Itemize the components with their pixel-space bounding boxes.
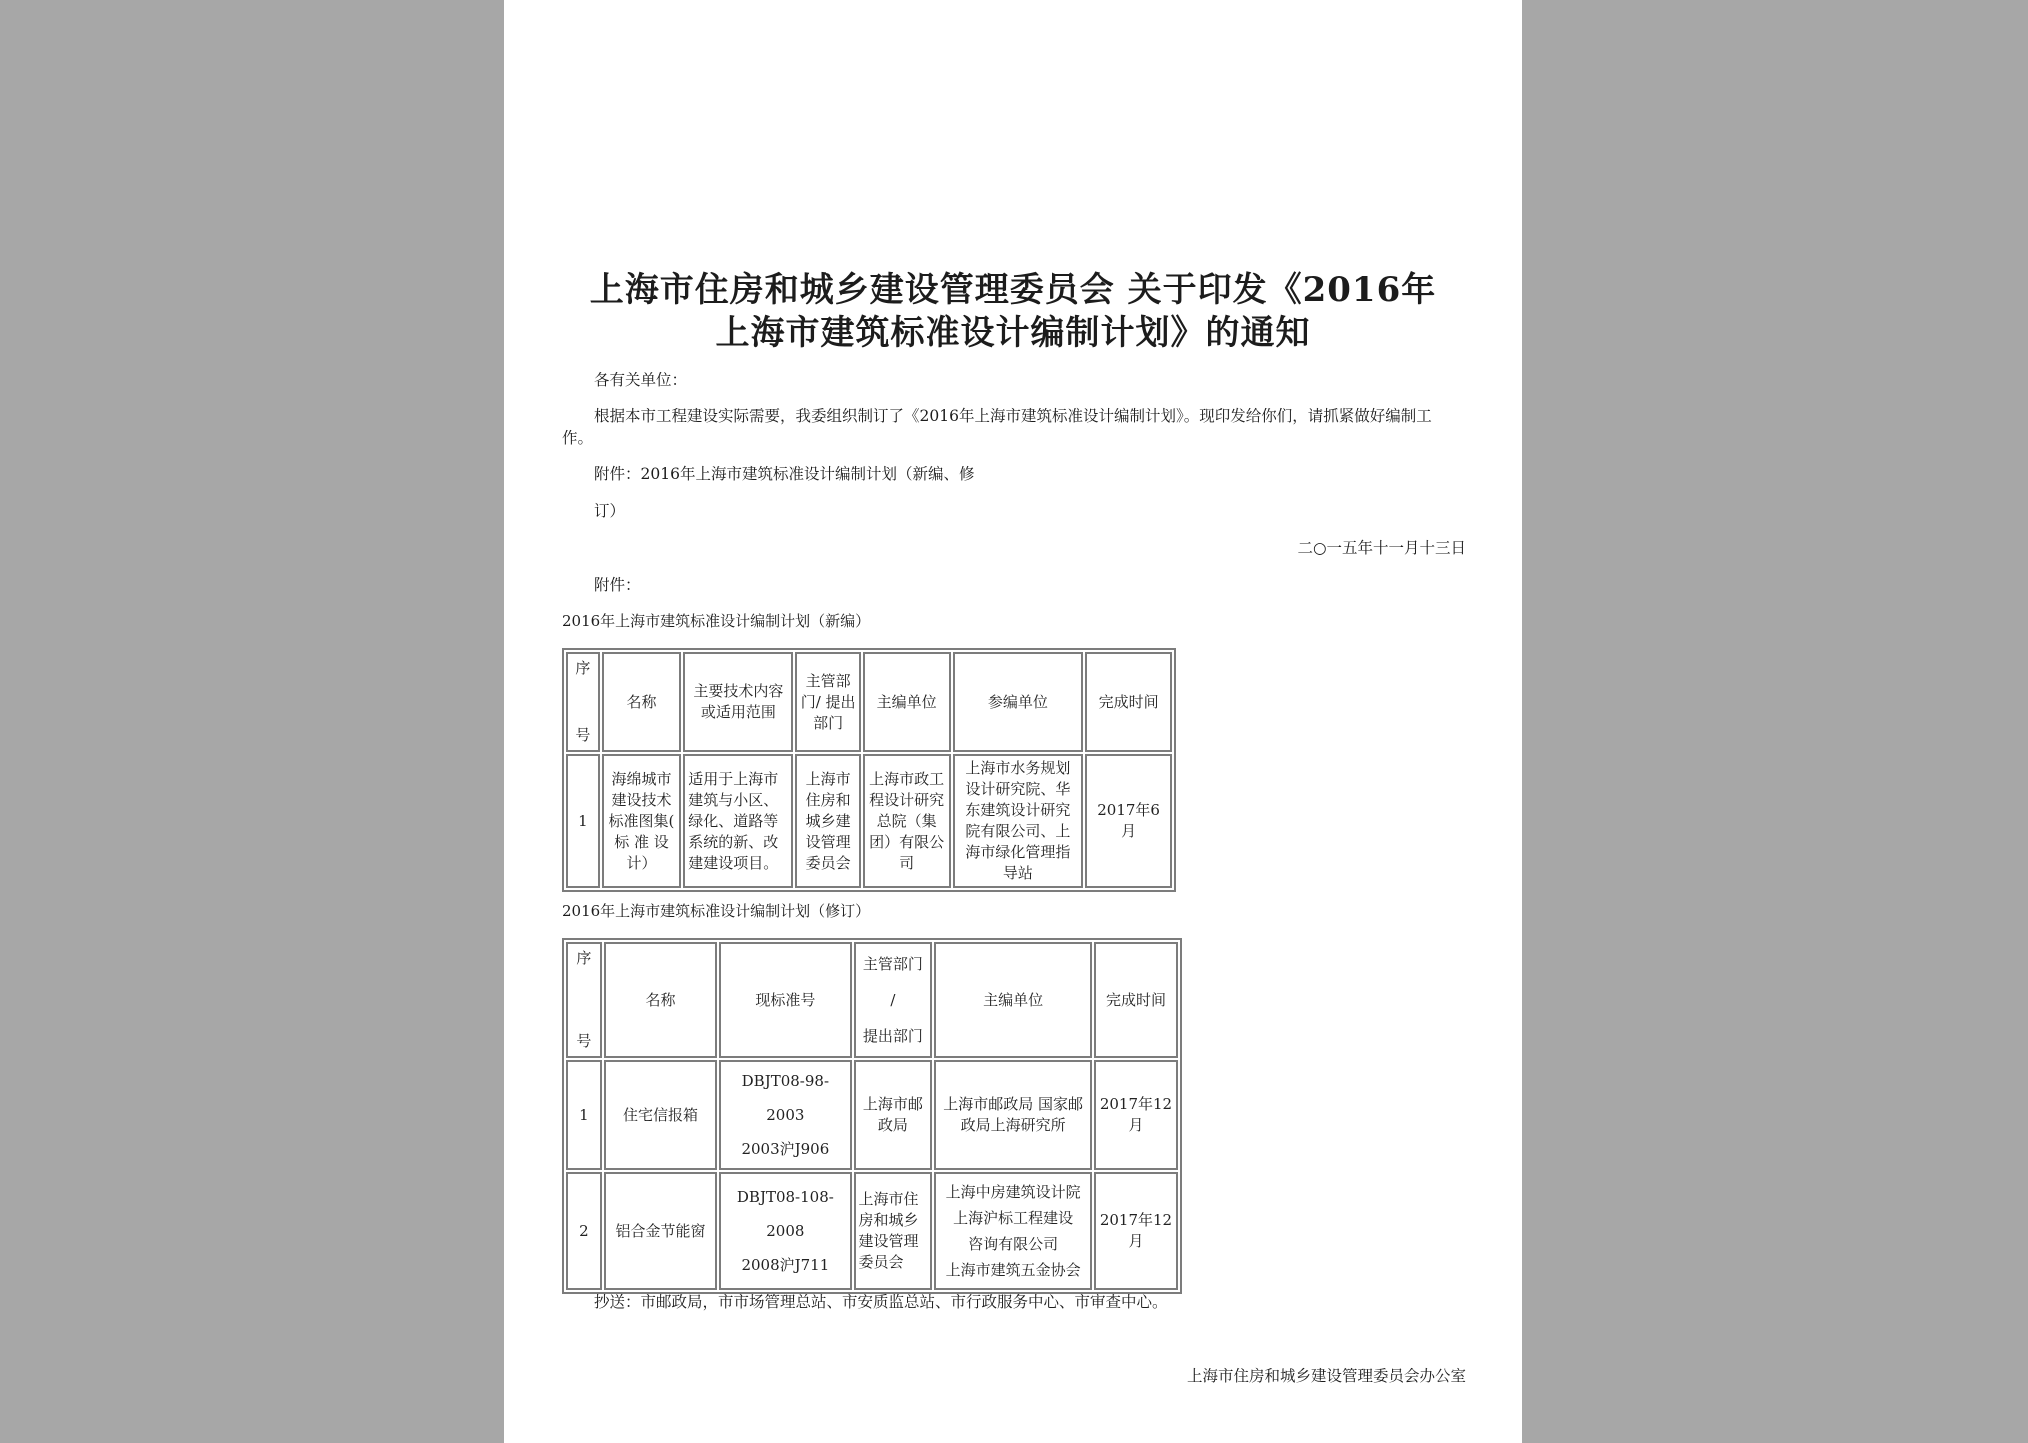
- table-new-caption: 2016年上海市建筑标准设计编制计划（新编）: [562, 612, 871, 630]
- table-rev-header-row: [566, 942, 1178, 1058]
- table-new-header-name: 名称: [602, 652, 682, 752]
- table-rev-header-completion: 完成时间: [1094, 942, 1178, 1058]
- table-rev-header-dept: 主管部门 / 提出部门: [854, 942, 933, 1058]
- table-new-header-content: 主要技术内容 或适用范围: [683, 652, 793, 752]
- table-new-header-row: [566, 652, 1172, 752]
- table-rev-cell-dept: 上海市住 房和城乡 建设管理 委员会: [854, 1172, 933, 1290]
- table-rev-cell-editor: 上海市邮政局 国家邮 政局上海研究所: [934, 1060, 1092, 1170]
- notice-paragraph: 根据本市工程建设实际需要，我委组织制订了《2016年上海市建筑标准设计编制计划》。现印发给你们，请抓紧做好编制工作。: [562, 407, 1432, 447]
- table-rev-cell-name: 住宅信报箱: [604, 1060, 717, 1170]
- table-new-cell-editor: 上海市政工 程设计研究 总院（集 团）有限公 司: [863, 754, 951, 888]
- notice-date: 二○一五年十一月十三日: [1297, 539, 1466, 557]
- notice-title-line-2: 上海市建筑标准设计编制计划》的通知: [715, 313, 1311, 353]
- table-rev-cell-editor: 上海中房建筑设计院 上海沪标工程建设 咨询有限公司 上海市建筑五金协会: [934, 1172, 1092, 1290]
- table-rev-cell-completion: 2017年12 月: [1094, 1060, 1178, 1170]
- table-rev-caption: 2016年上海市建筑标准设计编制计划（修订）: [562, 902, 871, 920]
- attachment-line-2: 订）: [594, 502, 626, 520]
- document-page: [504, 0, 1522, 1443]
- table-rev-header-standard-no: 现标准号: [719, 942, 851, 1058]
- table-new-cell-completion: 2017年6月: [1085, 754, 1172, 888]
- table-new-cell-participants: 上海市水务规划 设计研究院、华 东建筑设计研究 院有限公司、上 海市绿化管理指 导站: [953, 754, 1084, 888]
- table-new-cell-seq: 1: [566, 754, 600, 888]
- attachment-line-1: 附件：2016年上海市建筑标准设计编制计划（新编、修: [594, 465, 975, 483]
- table-rev-cell-completion: 2017年12 月: [1094, 1172, 1178, 1290]
- table-rev-cell-name: 铝合金节能窗: [604, 1172, 717, 1290]
- table-row: [566, 1172, 1178, 1290]
- cc-line: 抄送：市邮政局，市市场管理总站、市安质监总站、市行政服务中心、市审查中心。: [594, 1293, 1168, 1311]
- table-rev: [562, 938, 1182, 1294]
- salutation: 各有关单位：: [594, 371, 688, 389]
- table-rev-cell-standard-no: DBJT08-98-2003 2003沪J906: [719, 1060, 851, 1170]
- table-new-header-editor: 主编单位: [863, 652, 951, 752]
- table-new: [562, 648, 1176, 892]
- table-rev-header-name: 名称: [604, 942, 717, 1058]
- table-new-header-dept: 主管部 门/ 提出 部门: [795, 652, 860, 752]
- attachment-label: 附件：: [594, 576, 641, 594]
- table-rev-cell-seq: 2: [566, 1172, 602, 1290]
- table-rev-cell-dept: 上海市邮 政局: [854, 1060, 933, 1170]
- table-new-header-seq: 序 号: [566, 652, 600, 752]
- table-new-cell-content: 适用于上海市 建筑与小区、 绿化、道路等 系统的新、改 建建设项目。: [683, 754, 793, 888]
- table-rev-header-editor: 主编单位: [934, 942, 1092, 1058]
- issuer: 上海市住房和城乡建设管理委员会办公室: [1186, 1367, 1466, 1385]
- table-row: [566, 754, 1172, 888]
- table-rev-cell-standard-no: DBJT08-108-2008 2008沪J711: [719, 1172, 851, 1290]
- notice-title-line-1: 上海市住房和城乡建设管理委员会 关于印发《2016年: [589, 270, 1437, 310]
- table-new-cell-dept: 上海市 住房和 城乡建 设管理 委员会: [795, 754, 860, 888]
- table-row: [566, 1060, 1178, 1170]
- table-new-header-completion: 完成时间: [1085, 652, 1172, 752]
- table-new-header-participants: 参编单位: [953, 652, 1084, 752]
- table-new-cell-name: 海绵城市 建设技术 标准图集( 标 准 设 计）: [602, 754, 682, 888]
- table-rev-header-seq: 序 号: [566, 942, 602, 1058]
- table-rev-cell-seq: 1: [566, 1060, 602, 1170]
